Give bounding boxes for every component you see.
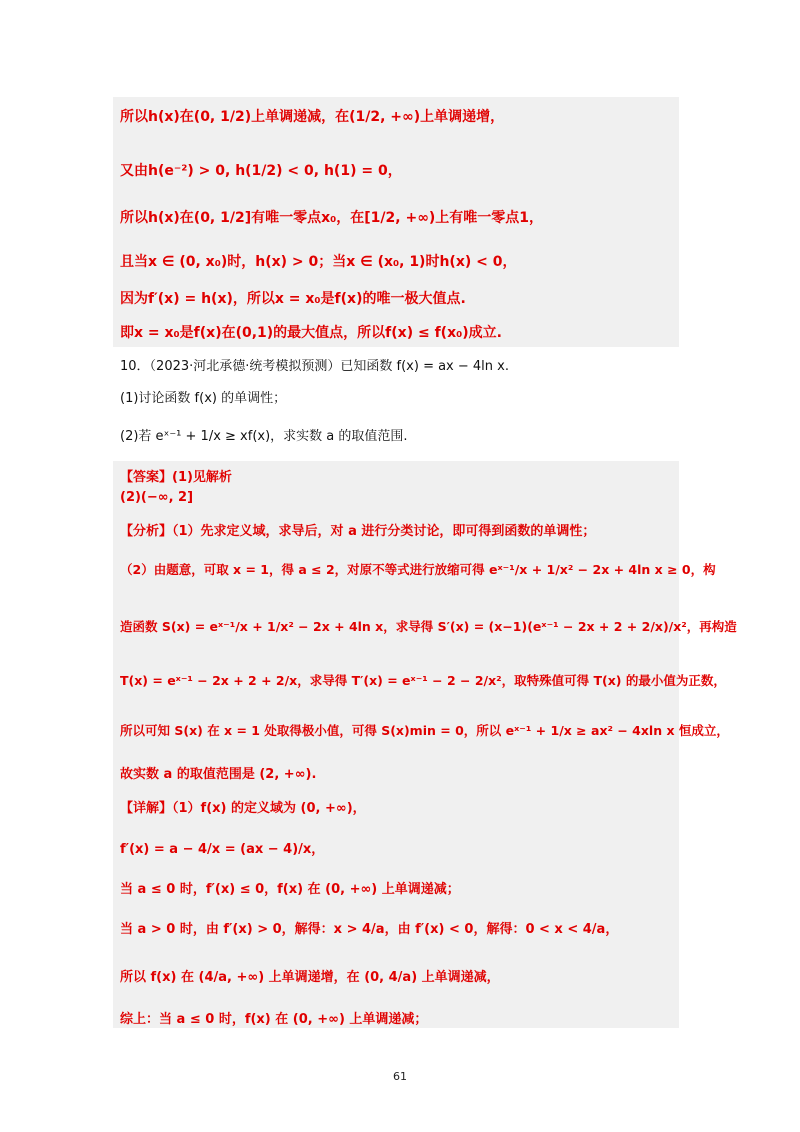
page-number: 61: [393, 1070, 407, 1083]
solution-line-2: 又由h(e⁻²) > 0, h(1/2) < 0, h(1) = 0，: [120, 163, 402, 179]
answer-shaded-block: [113, 461, 679, 1028]
detail-line-5: 所以 f(x) 在 (4/a, +∞) 上单调递增，在 (0, 4/a) 上单调递减，: [120, 970, 500, 985]
solution-line-1: 所以h(x)在(0, 1/2)上单调递减，在(1/2, +∞)上单调递增，: [120, 109, 505, 125]
problem-header: 10．（2023·河北承德·统考模拟预测）已知函数 f(x) = ax − 4ln x.: [120, 359, 509, 374]
analysis-line-5: 所以可知 S(x) 在 x = 1 处取得极小值，可得 S(x)min = 0，所以 eˣ⁻¹ + 1/x ≥ ax² − 4xln x 恒成立，: [120, 723, 729, 738]
answer-label: 【答案】(1)见解析: [120, 470, 232, 485]
solution-line-4: 且当x ∈ (0, x₀)时，h(x) > 0；当x ∈ (x₀, 1)时h(x) < 0，: [120, 254, 517, 270]
analysis-line-1: 【分析】（1）先求定义域，求导后，对 a 进行分类讨论，即可得到函数的单调性；: [120, 524, 596, 539]
solution-line-6: 即x = x₀是f(x)在(0,1)的最大值点，所以f(x) ≤ f(x₀)成立.: [120, 325, 502, 341]
detail-line-3: 当 a ≤ 0 时，f′(x) ≤ 0，f(x) 在 (0, +∞) 上单调递减；: [120, 882, 460, 897]
detail-line-2: f′(x) = a − 4/x = (ax − 4)/x，: [120, 842, 325, 857]
solution-line-3: 所以h(x)在(0, 1/2]有唯一零点x₀，在[1/2, +∞)上有唯一零点1，: [120, 210, 543, 226]
analysis-line-3: 造函数 S(x) = eˣ⁻¹/x + 1/x² − 2x + 4ln x，求导得 S′(x) = (x−1)(eˣ⁻¹ − 2x + 2 + 2/x)/x²，再构造: [120, 619, 737, 634]
detail-line-1: 【详解】（1）f(x) 的定义域为 (0, +∞)，: [120, 801, 366, 816]
problem-part1: (1)讨论函数 f(x) 的单调性；: [120, 391, 287, 406]
analysis-line-4: T(x) = eˣ⁻¹ − 2x + 2 + 2/x，求导得 T′(x) = eˣ⁻¹ − 2 − 2/x²，取特殊值可得 T(x) 的最小值为正数，: [120, 673, 726, 688]
analysis-line-2: （2）由题意，可取 x = 1，得 a ≤ 2，对原不等式进行放缩可得 eˣ⁻¹/x + 1/x² − 2x + 4ln x ≥ 0，构: [120, 562, 716, 577]
answer-part2: (2)(−∞, 2]: [120, 490, 194, 505]
problem-part2: (2)若 eˣ⁻¹ + 1/x ≥ xf(x)，求实数 a 的取值范围.: [120, 429, 408, 444]
detail-line-4: 当 a > 0 时，由 f′(x) > 0，解得：x > 4/a，由 f′(x) < 0，解得：0 < x < 4/a，: [120, 922, 619, 937]
detail-line-6: 综上：当 a ≤ 0 时，f(x) 在 (0, +∞) 上单调递减；: [120, 1012, 428, 1027]
solution-line-5: 因为f′(x) = h(x)，所以x = x₀是f(x)的唯一极大值点.: [120, 291, 466, 307]
analysis-line-6: 故实数 a 的取值范围是 (2, +∞).: [120, 767, 317, 782]
